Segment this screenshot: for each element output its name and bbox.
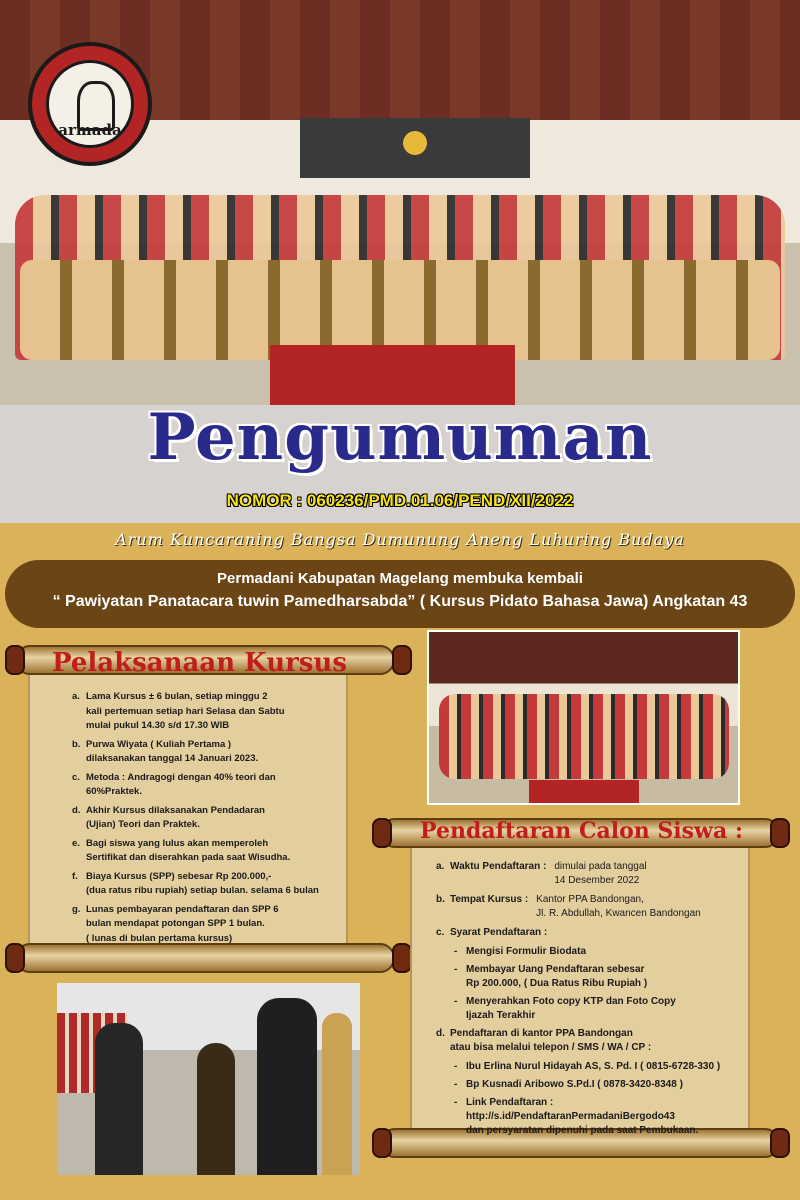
scroll-knob xyxy=(392,645,412,675)
syarat-label: Syarat Pendaftaran : xyxy=(450,927,548,938)
scroll-knob xyxy=(392,943,412,973)
pelaksanaan-list xyxy=(72,690,372,950)
list-key: c. xyxy=(436,927,445,938)
person xyxy=(257,998,317,1175)
dash: - xyxy=(454,946,458,957)
dash: - xyxy=(454,1061,458,1072)
logo-word: armada xyxy=(58,121,122,139)
waktu-value: dimulai pada tanggal 14 Desember 2022 xyxy=(554,861,647,886)
tempat-value: Kantor PPA Bandongan, Jl. R. Abdullah, Kwancen Bandongan xyxy=(536,894,701,919)
list-key: e. xyxy=(72,837,80,849)
waktu-label: Waktu Pendaftaran : xyxy=(450,861,547,872)
motto: Arum Kuncaraning Bangsa Dumunung Aneng Luhuring Budaya xyxy=(115,530,685,549)
permadani-logo-icon xyxy=(28,42,152,166)
syarat-item xyxy=(454,995,756,1023)
syarat-text: Mengisi Formulir Biodata xyxy=(466,946,587,957)
list-key: g. xyxy=(72,903,81,915)
list-item xyxy=(72,870,372,899)
list-item xyxy=(72,837,372,866)
dash: - xyxy=(454,1079,458,1090)
syarat-text: Membayar Uang Pendaftaran sebesar Rp 200.000, ( Dua Ratus Ribu Rupiah ) xyxy=(466,964,648,989)
syarat-item xyxy=(454,963,756,991)
list-key: a. xyxy=(72,691,80,702)
list-text: Lama Kursus ± 6 bulan, setiap minggu 2 kali pertemuan setiap hari Selasa dan Sabtu mulai pukul 14.30 s/d 17.30 WIB xyxy=(86,691,285,731)
scroll-knob xyxy=(5,943,25,973)
list-item xyxy=(72,804,372,833)
contact-item xyxy=(454,1096,756,1138)
list-text: Akhir Kursus dilaksanakan Pendadaran (Ujian) Teori dan Praktek. xyxy=(86,804,265,830)
scroll-knob xyxy=(770,818,790,848)
crowd xyxy=(439,694,729,779)
list-text: Purwa Wiyata ( Kuliah Pertama ) dilaksanakan tanggal 14 Januari 2023. xyxy=(86,738,259,764)
contact-item xyxy=(454,1060,756,1074)
pelaksanaan-heading: Pelaksanaan Kursus xyxy=(52,648,347,678)
logo-inner xyxy=(46,60,134,148)
scroll-knob xyxy=(770,1128,790,1158)
person xyxy=(322,1013,352,1175)
pendaftaran-heading: Pendaftaran Calon Siswa : xyxy=(420,818,744,844)
page-title: Pengumuman xyxy=(147,400,653,475)
scroll-knob xyxy=(5,645,25,675)
red-carpet xyxy=(529,780,639,805)
contact-text: Link Pendaftaran : http://s.id/PendaftaranPermadaniBergodo43 dan persyaratan dipenuhi pada saat Pembukaan. xyxy=(466,1097,699,1136)
list-text: Bagi siswa yang lulus akan memperoleh Sertifikat dan diserahkan pada saat Wisudha. xyxy=(86,837,291,863)
list-key: c. xyxy=(72,771,80,783)
person xyxy=(197,1043,235,1175)
contact-text: Ibu Erlina Nurul Hidayah AS, S. Pd. I ( 0815-6728-330 ) xyxy=(466,1061,721,1072)
list-key: d. xyxy=(72,804,81,816)
syarat-item xyxy=(454,945,756,959)
garuda-emblem-icon xyxy=(395,126,435,160)
list-item xyxy=(72,738,372,767)
list-text: Biaya Kursus (SPP) sebesar Rp 200.000,- (dua ratus ribu rupiah) setiap bulan. selama 6 bulan xyxy=(86,870,319,896)
document-number: NOMOR : 060236/PMD.01.06/PEND/XII/2022 xyxy=(226,491,574,510)
scroll-knob xyxy=(372,1128,392,1158)
dash: - xyxy=(454,996,458,1007)
d-label: Pendaftaran di kantor PPA Bandongan atau bisa melalui telepon / SMS / WA / CP : xyxy=(450,1028,652,1053)
d-row xyxy=(436,1027,756,1055)
list-text: Lunas pembayaran pendaftaran dan SPP 6 bulan mendapat potongan SPP 1 bulan. ( lunas di bulan pertama kursus) xyxy=(86,903,279,944)
contact-text: Bp Kusnadi Aribowo S.Pd.I ( 0878-3420-8348 ) xyxy=(466,1079,683,1090)
list-item xyxy=(72,771,372,800)
syarat-text: Menyerahkan Foto copy KTP dan Foto Copy Ijazah Terakhir xyxy=(466,996,676,1021)
list-key: b. xyxy=(72,738,81,750)
list-key: b. xyxy=(436,894,445,905)
tempat-label: Tempat Kursus : xyxy=(450,894,529,905)
list-item xyxy=(72,690,372,734)
waktu-row xyxy=(436,860,756,888)
tempat-row xyxy=(436,893,756,921)
list-key: d. xyxy=(436,1028,445,1039)
list-text: Metoda : Andragogi dengan 40% teori dan 60%Praktek. xyxy=(86,771,276,797)
dash: - xyxy=(454,1097,458,1108)
ceremony-photo xyxy=(57,983,360,1175)
contact-item xyxy=(454,1078,756,1092)
list-key: f. xyxy=(72,870,78,882)
person xyxy=(95,1023,143,1175)
list-item xyxy=(72,903,372,947)
list-key: a. xyxy=(436,861,445,872)
syarat-row xyxy=(436,926,756,940)
announcement-line-1: Permadani Kabupatan Magelang membuka kembali xyxy=(217,570,583,587)
announcement-banner xyxy=(5,560,795,628)
scroll-knob xyxy=(372,818,392,848)
pendaftaran-details xyxy=(436,860,756,1142)
group-photo-middle xyxy=(427,630,740,805)
red-carpet xyxy=(270,345,515,405)
announcement-line-2: “ Pawiyatan Panatacara tuwin Pamedharsabda” ( Kursus Pidato Bahasa Jawa) Angkatan 43 xyxy=(52,593,748,610)
dash: - xyxy=(454,964,458,975)
